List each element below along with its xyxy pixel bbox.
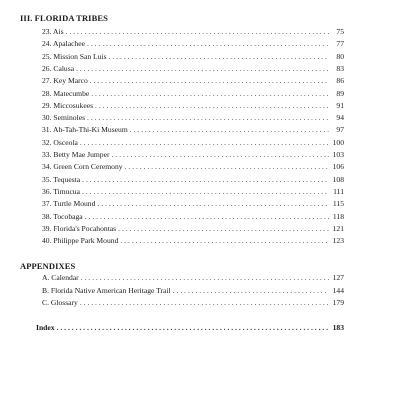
section-heading-florida-tribes: III. FLORIDA TRIBES (20, 13, 108, 23)
toc-entry-label: 29. Miccosukees (42, 100, 94, 110)
toc-entry[interactable] (42, 272, 344, 284)
toc-entry-page: 97 (336, 125, 344, 135)
toc-entry-label: 27. Key Marco (42, 76, 88, 86)
toc-entry-label: 40. Philippe Park Mound (42, 236, 119, 246)
toc-entry-label: 34. Green Corn Ceremony (42, 162, 123, 172)
toc-entry-label: 30. Seminoles (42, 113, 86, 123)
toc-entry-label: Index (36, 323, 55, 332)
toc-entry[interactable] (42, 297, 344, 309)
toc-entry-page: 115 (332, 199, 344, 209)
toc-entry-page: 179 (332, 298, 344, 307)
toc-entry-label: A. Calendar (42, 273, 79, 282)
toc-entry-page: 108 (332, 174, 344, 184)
toc-entry-index[interactable] (36, 322, 344, 334)
toc-entry-page: 80 (336, 51, 344, 61)
toc-entry-page: 106 (332, 162, 344, 172)
toc-entry-label: 23. Ais (42, 27, 64, 36)
toc-entry-page: 121 (332, 223, 344, 233)
toc-entry-label: 24. Apalachee (42, 39, 86, 49)
toc-entry-label: 32. Osceola (42, 137, 78, 147)
toc-entry-label: 31. Ah-Tah-Thi-Ki Museum (42, 125, 128, 135)
toc-entry-label: 39. Florida's Pocahontas (42, 223, 117, 233)
section-heading-appendixes: APPENDIXES (20, 261, 76, 271)
toc-entry-page: 127 (332, 273, 344, 282)
toc-entry-page: 83 (336, 63, 344, 73)
toc-entry-page: 94 (336, 113, 344, 123)
toc-entry-page: 89 (336, 88, 344, 98)
toc-entry-page: 183 (332, 323, 344, 332)
toc-entry-label: 25. Mission San Luis (42, 51, 107, 61)
toc-entry-page: 123 (332, 236, 344, 246)
toc-entry-label: 37. Turtle Mound (42, 199, 96, 209)
toc-entry-label: 35. Tequesta (42, 174, 81, 184)
toc-entry-page: 91 (336, 100, 344, 110)
dot-leader (81, 272, 329, 284)
toc-entry-label: C. Glossary (42, 298, 78, 307)
dot-leader (80, 297, 329, 309)
toc-entry-label: 33. Betty Mae Jumper (42, 150, 110, 159)
toc-entry-page: 144 (332, 285, 344, 295)
toc-entry-page: 100 (332, 137, 344, 147)
toc-entry-page: 77 (336, 39, 344, 49)
toc-entry-page: 118 (332, 211, 344, 221)
dot-leader (57, 322, 329, 334)
toc-entry-label: B. Florida Native American Heritage Trail (42, 285, 171, 295)
toc-entry-label: 28. Matecumbe (42, 88, 90, 98)
toc-entry-page: 103 (332, 150, 344, 159)
toc-entry-label: 26. Calusa (42, 63, 75, 73)
toc-entry-label: 36. Timucua (42, 186, 80, 196)
toc-entry-page: 75 (336, 27, 344, 36)
toc-entry-page: 86 (336, 76, 344, 86)
toc-entry-label: 38. Tocobaga (42, 211, 83, 221)
dot-leader (173, 285, 329, 297)
toc-entry[interactable] (42, 285, 344, 297)
toc-entry-page: 111 (333, 186, 344, 196)
